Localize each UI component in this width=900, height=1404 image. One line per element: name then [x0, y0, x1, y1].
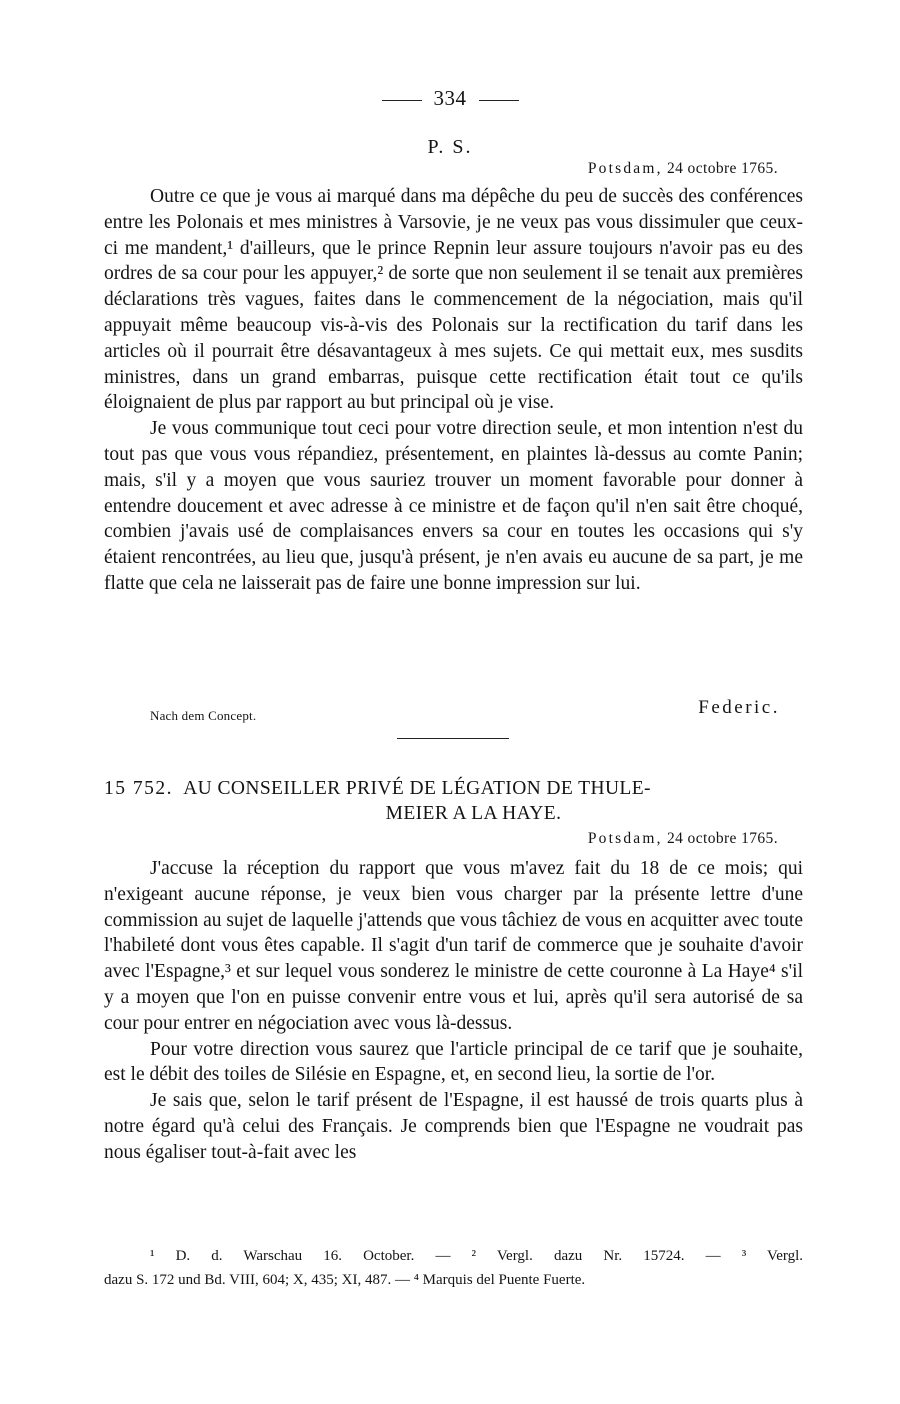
document-dateline [588, 830, 778, 848]
footnote-line-2: dazu S. 172 und Bd. VIII, 604; X, 435; XI, 487. — ⁴ Marquis del Puente Fuerte. [104, 1272, 586, 1288]
footnotes [104, 1244, 803, 1292]
postscript-dateline [588, 160, 778, 178]
document-paragraph-3: Je sais que, selon le tarif présent de l'Espagne, il est haussé de trois quarts plus à notre égard qu'à celui des Français. Je comprends bien que l'Espagne ne voudrait pas nous égaliser tout-à-fait avec les [104, 1090, 803, 1163]
document-heading [104, 776, 803, 826]
postscript-heading: P. S. [427, 136, 473, 158]
signature: Federic. [698, 697, 780, 718]
footnote-line-1: ¹ D. d. Warschau 16. October. — ² Vergl. dazu Nr. 15724. — ³ Vergl. [150, 1248, 803, 1264]
document-body [104, 856, 803, 1166]
document-number: 15 752. [104, 778, 173, 799]
page-number-dash-right [479, 100, 519, 101]
postscript-body [104, 184, 803, 597]
document-date: 24 octobre 1765. [666, 830, 778, 847]
page-number-dash-left [382, 100, 422, 101]
postscript-place: Potsdam, [587, 160, 663, 177]
postscript-date: 24 octobre 1765. [666, 160, 778, 177]
document-place: Potsdam, [587, 830, 663, 847]
document-paragraph-2: Pour votre direction vous saurez que l'article principal de ce tarif que je souhaite, est le débit des toiles de Silésie en Espagne, et, en second lieu, la sortie de l'or. [104, 1038, 803, 1086]
page-number [0, 86, 900, 111]
document-title-line1: AU CONSEILLER PRIVÉ DE LÉGATION DE THULE- [183, 778, 651, 799]
postscript-paragraph-1: Outre ce que je vous ai marqué dans ma dépêche du peu de succès des conférences entre les Polonais et mes ministres à Varsovie, je ne veux pas vous dissimuler que ceux-ci me mandent,¹ d'ailleurs, que le prince Repnin leur assure toujours n'avoir pas eu des ordres de sa cour pour les appuyer,² de sorte que non seulement il se tenait aux premières déclarations très vagues, faites dans le commencement de la négociation, mais qu'il appuyait même beaucoup vis-à-vis des Polonais sur la rectification du tarif dans les articles où il pourrait être désavantageux à mes sujets. Ce qui mettait eux, mes susdits ministres, dans un grand embarras, puisque cette rectification était tout ce qu'ils éloignaient de plus par rapport au but principal où je vise. [104, 186, 803, 414]
page-number-value: 334 [433, 86, 467, 110]
document-title-line2: MEIER A LA HAYE. [385, 803, 562, 824]
source-note: Nach dem Concept. [150, 708, 257, 723]
postscript-paragraph-2: Je vous communique tout ceci pour votre direction seule, et mon intention n'est du tout pas que vous vous répandiez, présentement, en plaintes là-dessus au comte Panin; mais, s'il y a moyen que vous sauriez trouver un moment favorable pour donner à entendre doucement et avec adresse à ce ministre et de façon qu'il n'en sait être choqué, combien j'avais usé de complaisances envers sa cour en toutes les occasions qui s'y étaient rencontrées, au lieu que, jusqu'à présent, je n'en avais eu aucune de sa part, je me flatte que cela ne laisserait pas de faire une bonne impression sur lui. [104, 418, 803, 594]
section-divider [397, 738, 509, 739]
document-paragraph-1: J'accuse la réception du rapport que vous m'avez fait du 18 de ce mois; qui n'exigeant aucune réponse, je veux bien vous charger par la présente lettre d'une commission au sujet de laquelle j'attends que vous tâchiez de vous en acquitter avec toute l'habileté dont vous êtes capable. Il s'agit d'un tarif de commerce que je souhaite d'avoir avec l'Espagne,³ et sur lequel vous sonderez le ministre de cette couronne à La Haye⁴ s'il y a moyen que l'on en puisse convenir entre vous et lui, après qu'il sera autorisé de sa cour pour entrer en négociation avec vous là-dessus. [104, 858, 803, 1034]
